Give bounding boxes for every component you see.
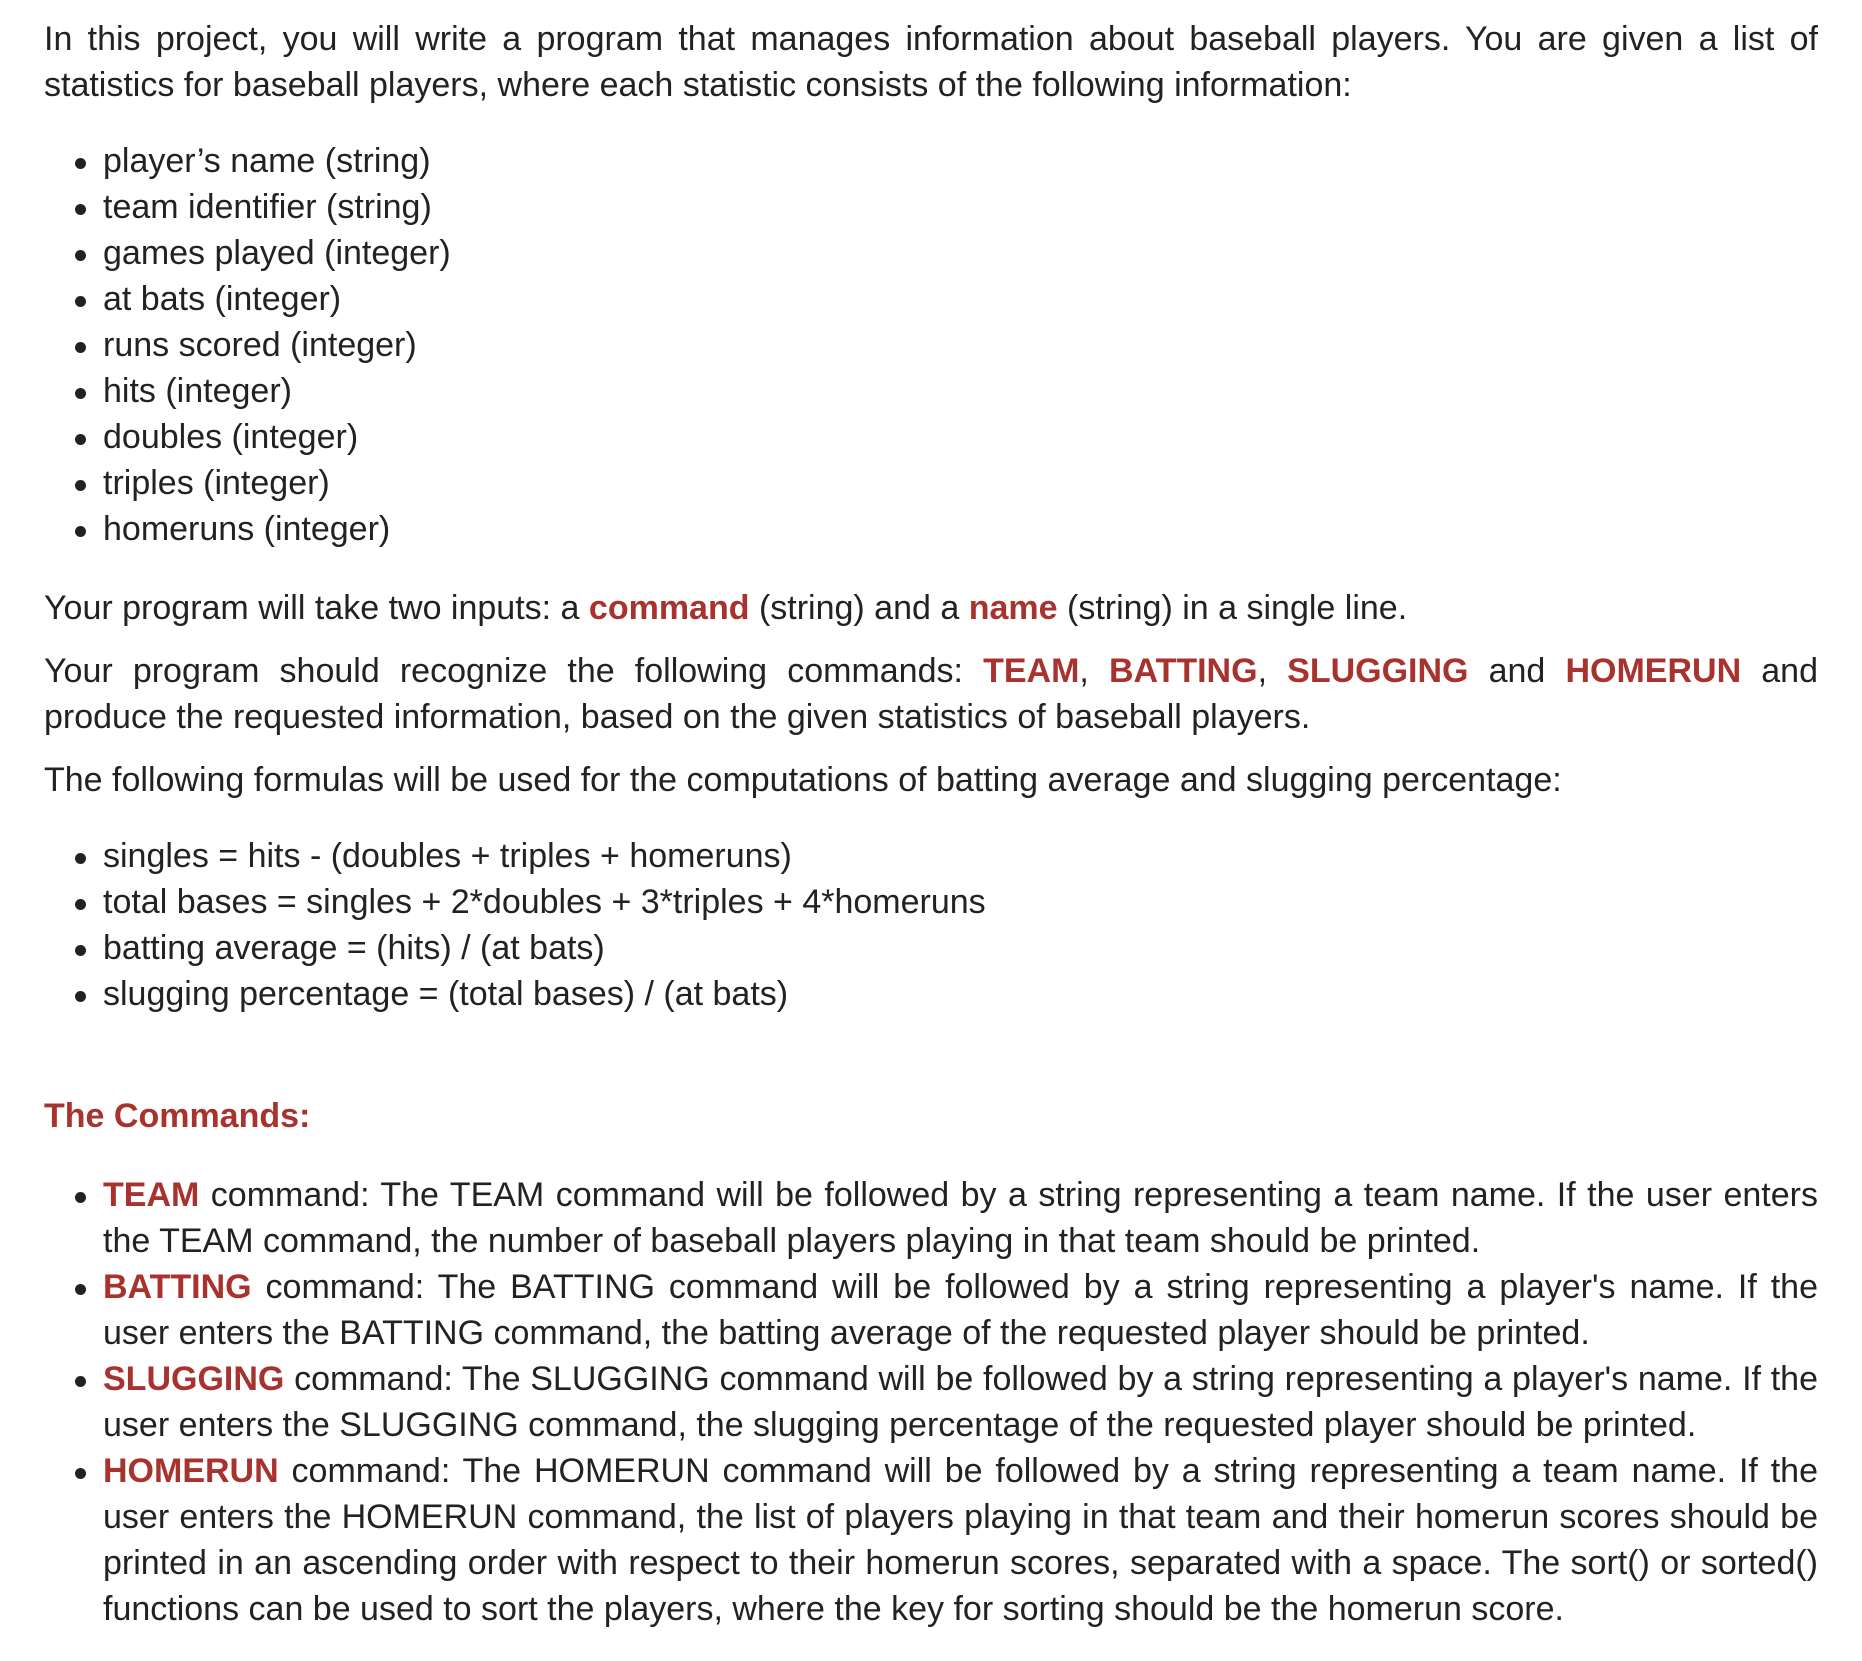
command-description: command: The HOMERUN command will be followed by a string representing a team name. If the user enters the HOMERUN command, the list of players playing in that team and their homerun scores should be printed in an ascending order with respect to their homerun scores, separated with a space. The sort() or sorted() functions can be used to sort the players, where the key for sorting should be the homerun score. [103,1452,1818,1628]
inputs-text-2: (string) and a [749,589,969,627]
commands-heading: The Commands: [44,1097,311,1135]
formula-intro-paragraph: The following formulas will be used for the computations of batting average and slugging percentage: [44,761,1562,799]
list-item: player’s name (string) [103,138,1818,184]
list-item: singles = hits - (doubles + triples + homeruns) [103,833,1818,879]
list-item: homeruns (integer) [103,506,1818,552]
command-item-team [103,1172,1818,1264]
statistics-fields-list [44,138,1818,552]
list-item: slugging percentage = (total bases) / (at bats) [103,971,1818,1017]
command-name: SLUGGING [103,1360,285,1398]
name-keyword: name [968,589,1058,627]
list-item: at bats (integer) [103,276,1818,322]
separator: and [1468,652,1566,690]
command-description: command: The BATTING command will be followed by a string representing a player's name. If the user enters the BATTING command, the batting average of the requested player should be printed. [103,1268,1818,1352]
recognize-text-2: and produce the requested information, based on the given statistics of baseball players. [44,652,1818,736]
separator: , [1257,652,1288,690]
formulas-list [44,833,1818,1017]
list-item: doubles (integer) [103,414,1818,460]
list-item: games played (integer) [103,230,1818,276]
list-item: hits (integer) [103,368,1818,414]
list-item: team identifier (string) [103,184,1818,230]
inputs-paragraph [44,585,1818,631]
slugging-keyword: SLUGGING [1287,652,1469,690]
command-item-homerun [103,1448,1818,1632]
command-item-slugging [103,1356,1818,1448]
separator: , [1079,652,1109,690]
list-item: total bases = singles + 2*doubles + 3*triples + 4*homeruns [103,879,1818,925]
commands-list [44,1172,1818,1632]
command-name: BATTING [103,1268,252,1306]
recognize-paragraph [44,648,1818,740]
command-description: command: The SLUGGING command will be followed by a string representing a player's name. If the user enters the SLUGGING command, the slugging percentage of the requested player should be printed. [103,1360,1818,1444]
recognize-text-1: Your program should recognize the following commands: [44,652,984,690]
command-keyword: command [588,589,750,627]
batting-keyword: BATTING [1108,652,1258,690]
list-item: batting average = (hits) / (at bats) [103,925,1818,971]
team-keyword: TEAM [983,652,1080,690]
homerun-keyword: HOMERUN [1565,652,1742,690]
command-item-batting [103,1264,1818,1356]
command-name: HOMERUN [103,1452,279,1490]
list-item: triples (integer) [103,460,1818,506]
inputs-text-3: (string) in a single line. [1057,589,1408,627]
command-name: TEAM [103,1176,200,1214]
command-description: command: The TEAM command will be followed by a string representing a team name. If the user enters the TEAM command, the number of baseball players playing in that team should be printed. [103,1176,1818,1260]
intro-paragraph: In this project, you will write a program that manages information about baseball players. You are given a list of statistics for baseball players, where each statistic consists of the following information: [44,20,1818,104]
list-item: runs scored (integer) [103,322,1818,368]
inputs-text-1: Your program will take two inputs: a [44,589,589,627]
